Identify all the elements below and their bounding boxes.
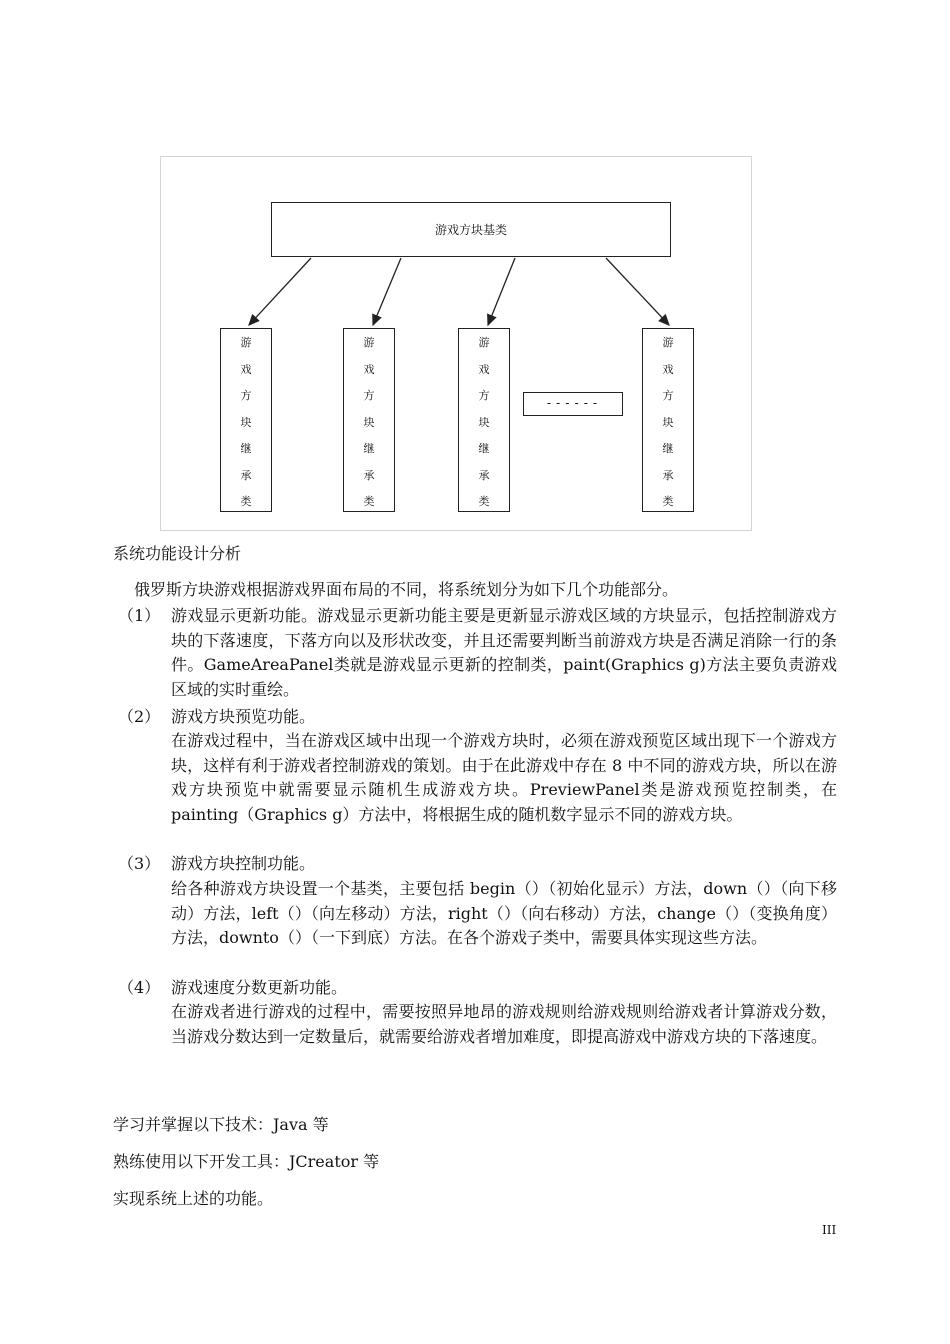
child-class-box	[458, 328, 510, 512]
child-class-char: 继	[240, 442, 252, 455]
child-class-char: 承	[240, 468, 252, 482]
child-class-char: 戏	[662, 362, 674, 376]
child-class-char: 游	[363, 336, 375, 349]
item-title: 游戏方块控制功能。	[171, 854, 316, 873]
item-text: 给各种游戏方块设置一个基类，主要包括 begin（）（初始化显示）方法，down（）（向下移动）方法，left（）（向左移动）方法，right（）（向右移动）方法，change（）（变换角度）方法，downto（）（一下到底）方法。在各个游戏子类中，需要具体实现这些方法。	[171, 879, 837, 947]
child-class-box	[220, 328, 272, 512]
child-class-char: 方	[363, 389, 375, 402]
item-text: 在游戏过程中，当在游戏区域中出现一个游戏方块时，必须在游戏预览区域出现下一个游戏方块，这样有利于游戏者控制游戏的策划。由于在此游戏中存在 8 中不同的游戏方块，所以在游戏方块预览中就需要显示随机生成游戏方块。PreviewPanel类是游戏预览控制类，在 painting（Graphics g）方法中，将根据生成的随机数字显示不同的游戏方块。	[171, 731, 837, 824]
child-class-char: 块	[240, 415, 252, 429]
child-class-char: 类	[240, 495, 252, 508]
tech-line: 学习并掌握以下技术：Java 等	[113, 1115, 329, 1134]
base-class-box	[271, 202, 671, 257]
child-class-char: 游	[240, 336, 252, 349]
item-text: 游戏显示更新功能。游戏显示更新功能主要是更新显示游戏区域的方块显示，包括控制游戏方块的下落速度，下落方向以及形状改变，并且还需要判断当前游戏方块是否满足消除一行的条件。GameAreaPanel类就是游戏显示更新的控制类，paint(Graphics g)方法主要负责游戏区域的实时重绘。	[171, 606, 837, 699]
child-class-char: 块	[478, 415, 490, 429]
child-class-char: 继	[662, 442, 674, 455]
item-number: （1）	[118, 606, 161, 625]
tools-line: 熟练使用以下开发工具：JCreator 等	[113, 1152, 380, 1171]
child-class-char: 承	[478, 468, 490, 482]
child-class-char: 方	[478, 389, 490, 402]
ellipsis-label: ------	[545, 396, 601, 410]
child-class-char: 戏	[363, 362, 375, 376]
item-number: （4）	[118, 978, 161, 997]
item-title: 游戏速度分数更新功能。	[171, 978, 348, 997]
item-number: （2）	[118, 707, 161, 726]
class-diagram	[160, 156, 752, 531]
section-heading: 系统功能设计分析	[113, 544, 242, 563]
arrow-4	[606, 258, 669, 325]
child-class-char: 方	[662, 389, 674, 402]
arrow-1	[249, 258, 311, 325]
child-class-box	[642, 328, 694, 512]
child-class-char: 方	[240, 389, 252, 402]
intro-paragraph: 俄罗斯方块游戏根据游戏界面布局的不同，将系统划分为如下几个功能部分。	[134, 580, 679, 599]
child-class-char: 类	[363, 495, 375, 508]
child-class-char: 承	[662, 468, 674, 482]
child-class-char: 游	[662, 336, 674, 349]
ellipsis-box	[523, 392, 623, 416]
page-number: III	[822, 1223, 837, 1237]
item-title: 游戏方块预览功能。	[171, 707, 316, 726]
child-class-char: 承	[363, 468, 375, 482]
child-class-char: 游	[478, 336, 490, 349]
child-class-char: 类	[662, 495, 674, 508]
child-class-box	[343, 328, 395, 512]
arrow-3	[488, 258, 515, 325]
base-class-label: 游戏方块基类	[434, 223, 507, 237]
child-class-char: 块	[363, 415, 375, 429]
child-class-char: 继	[478, 442, 490, 455]
item-number: （3）	[118, 854, 161, 873]
child-class-char: 戏	[240, 362, 252, 376]
item-text: 在游戏者进行游戏的过程中，需要按照异地昂的游戏规则给游戏规则给游戏者计算游戏分数，当游戏分数达到一定数量后，就需要给游戏者增加难度，即提高游戏中游戏方块的下落速度。	[171, 1002, 837, 1046]
child-class-char: 继	[363, 442, 375, 455]
arrow-2	[373, 258, 401, 325]
goal-line: 实现系统上述的功能。	[113, 1189, 274, 1208]
child-class-char: 块	[662, 415, 674, 429]
child-class-char: 类	[478, 495, 490, 508]
child-class-char: 戏	[478, 362, 490, 376]
